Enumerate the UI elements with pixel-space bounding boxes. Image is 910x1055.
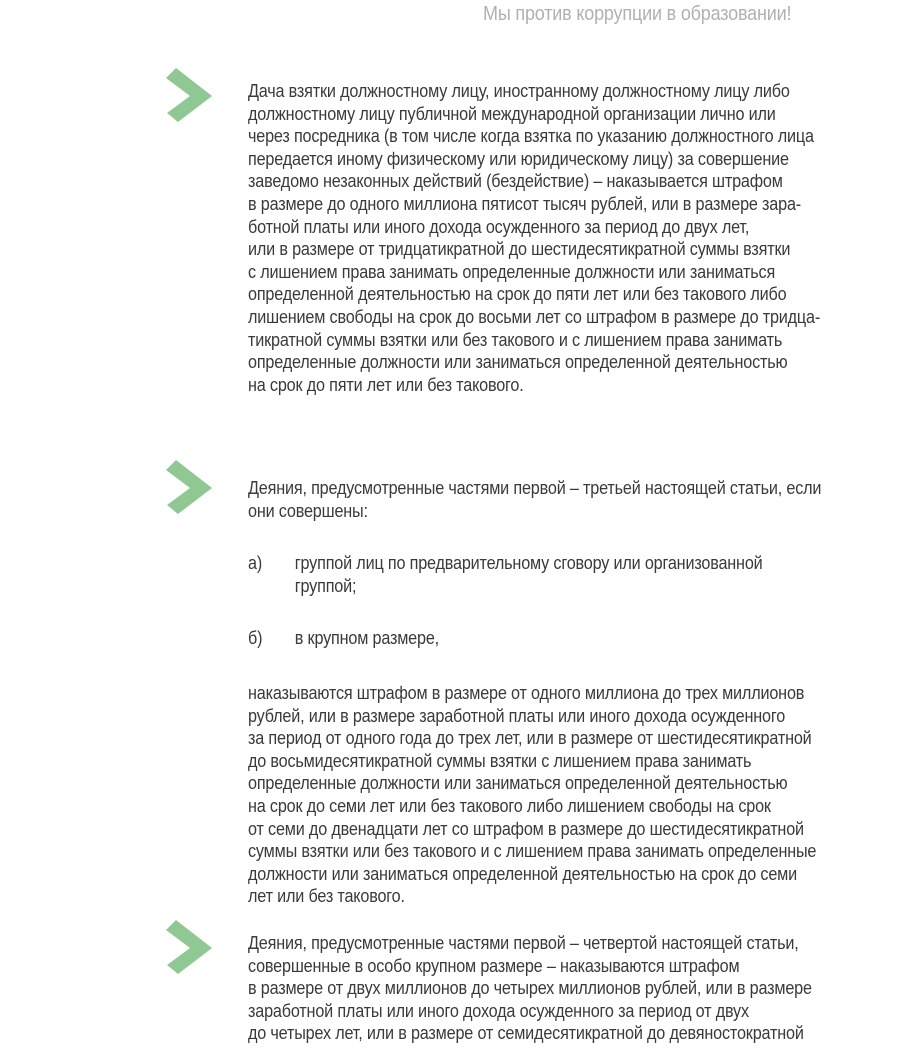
text-line: группой лиц по предварительному сговору или организованной xyxy=(294,553,763,573)
text-line: должности или заниматься определенной деятельностью на срок до семи xyxy=(248,863,797,884)
paragraph xyxy=(248,682,816,908)
text-line: до восьмидесятикратной суммы взятки с лишением права занимать xyxy=(248,750,752,771)
text-line: ботной платы или иного дохода осужденного за период до двух лет, xyxy=(248,216,750,237)
text-line: суммы взятки или без такового и с лишением права занимать определенные xyxy=(248,841,817,862)
text-line: совершенные в особо крупном размере – наказываются штрафом xyxy=(248,955,740,976)
chevron-right-icon xyxy=(166,920,214,981)
list-item-marker: б) xyxy=(248,628,263,648)
chevron-right-icon xyxy=(166,68,214,129)
text-line: до четырех лет, или в размере от семидесятикратной до девяностократной xyxy=(248,1023,804,1044)
text-line: в крупном размере, xyxy=(294,628,439,648)
list-item xyxy=(248,627,439,650)
text-line: от семи до двенадцати лет со штрафом в размере до шестидесятикратной xyxy=(248,818,804,839)
text-line: группой; xyxy=(294,575,357,596)
text-line: рублей, или в размере заработной платы или иного дохода осужденного xyxy=(248,705,786,726)
text-line: за период от одного года до трех лет, или в размере от шестидесятикратной xyxy=(248,728,812,749)
text-line: должностному лицу публичной международной организации лично или xyxy=(248,103,776,124)
paragraph xyxy=(248,477,821,522)
text-line: Деяния, предусмотренные частями первой – четвертой настоящей статьи, xyxy=(248,933,799,953)
text-line: лет или без такового. xyxy=(248,886,405,907)
paragraph xyxy=(248,932,812,1045)
text-line: через посредника (в том числе когда взятка по указанию должностного лица xyxy=(248,126,814,147)
chevron-right-icon xyxy=(166,460,214,521)
text-line: определенные должности или заниматься определенной деятельностью xyxy=(248,352,788,373)
text-line: заработной платы или иного дохода осужденного за период от двух xyxy=(248,1000,749,1021)
text-line: лишением свободы на срок до восьми лет со штрафом в размере до тридца- xyxy=(248,306,821,327)
text-line: они совершены: xyxy=(248,500,368,521)
paragraph xyxy=(248,80,820,396)
text-line: заведомо незаконных действий (бездействие) – наказывается штрафом xyxy=(248,171,783,192)
text-line: на срок до семи лет или без такового либо лишением свободы на срок xyxy=(248,795,771,816)
list-item xyxy=(248,552,763,597)
text-line: на срок до пяти лет или без такового. xyxy=(248,374,524,395)
text-line: определенные должности или заниматься определенной деятельностью xyxy=(248,773,788,794)
text-line: Дача взятки должностному лицу, иностранному должностному лицу либо xyxy=(248,81,790,101)
list-item-text xyxy=(295,552,763,597)
list-item-marker: а) xyxy=(248,553,263,573)
text-line: передается иному физическому или юридическому лицу) за совершение xyxy=(248,148,789,169)
list-item-text xyxy=(295,627,439,650)
text-line: в размере от двух миллионов до четырех миллионов рублей, или в размере xyxy=(248,978,812,999)
text-line: тикратной суммы взятки или без такового и с лишением права занимать xyxy=(248,329,783,350)
text-line: или в размере от тридцатикратной до шестидесятикратной суммы взятки xyxy=(248,239,791,260)
text-line: определенной деятельностью на срок до пяти лет или без такового либо xyxy=(248,284,787,305)
text-line: Деяния, предусмотренные частями первой – третьей настоящей статьи, если xyxy=(248,478,822,498)
text-line: в размере до одного миллиона пятисот тысяч рублей, или в размере зара- xyxy=(248,193,802,214)
text-line: с лишением права занимать определенные должности или заниматься xyxy=(248,261,776,282)
page-header-title: Мы против коррупции в образовании! xyxy=(483,3,792,25)
text-line: наказываются штрафом в размере от одного миллиона до трех миллионов xyxy=(248,683,805,703)
